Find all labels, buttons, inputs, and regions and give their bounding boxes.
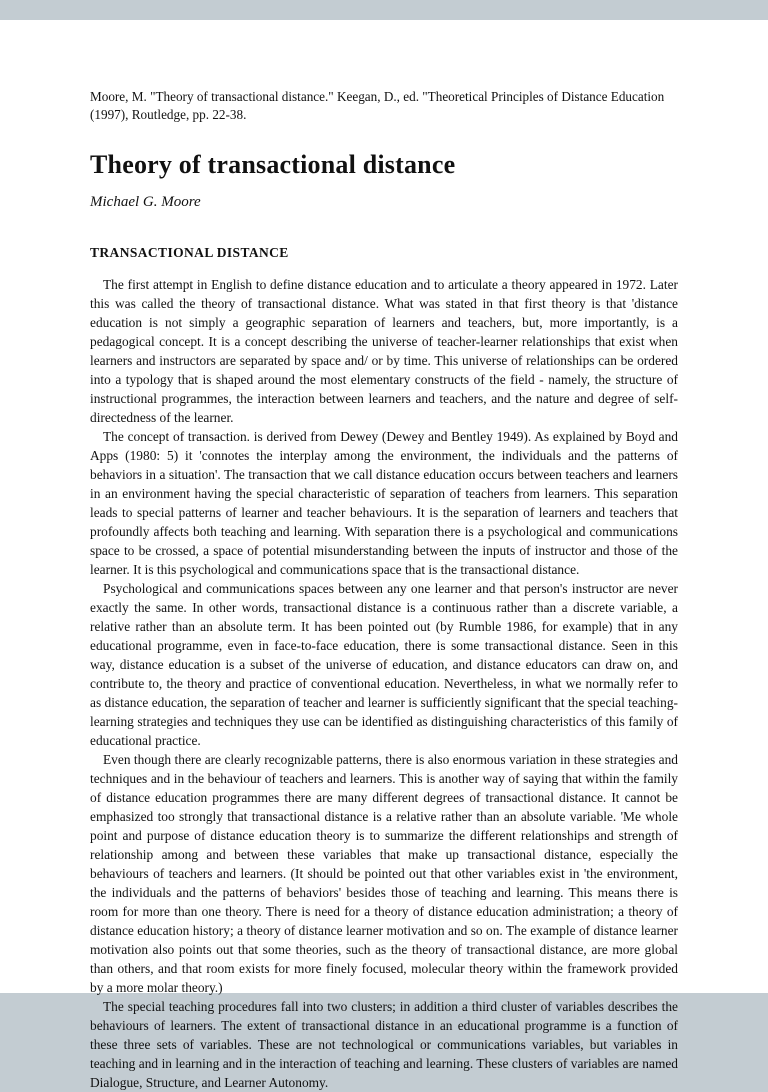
document-page (0, 20, 768, 1090)
citation-text: Moore, M. "Theory of transactional distance." Keegan, D., ed. "Theoretical Principles of Distance Education (1997), Routledge, pp. 22-38. (90, 89, 665, 122)
paragraph-5: The special teaching procedures fall into two clusters; in addition a third cluster of variables describes the behaviours of learners. The extent of transactional distance in an educational programme is a function of these three sets of variables. These are not technological or communications variables, but variables in teaching and in learning and in the interaction of teaching and learning. These clusters of variables are named Dialogue, Structure, and Learner Autonomy. (90, 999, 678, 1090)
section-heading: TRANSACTIONAL DISTANCE (90, 245, 289, 260)
author-name: Michael G. Moore (90, 194, 201, 210)
paragraph-3: Psychological and communications spaces between any one learner and that person's instructor are never exactly the same. In other words, transactional distance is a continuous rather than a discrete variable, a relative rather than an absolute term. It has been pointed out (by Rumble 1986, for example) that in any educational programme, even in face-to-face education, there is some transactional distance. Seen in this way, distance education is a subset of the universe of education, and distance educators can draw on, and contribute to, the theory and practice of conventional education. Nevertheless, in what we normally refer to as distance education, the separation of teacher and learner is sufficiently significant that the special teaching-learning strategies and techniques they use can be identified as distinguishing characteristics of this family of educational practice. (90, 581, 678, 748)
body-text (90, 275, 678, 1092)
paragraph-2: The concept of transaction. is derived from Dewey (Dewey and Bentley 1949). As explained by Boyd and Apps (1980: 5) it 'connotes the interplay among the environment, the individuals and the patterns of behaviors in a situation'. The transaction that we call distance education occurs between teachers and learners in an environment having the special characteristic of separation of teachers from learners. This separation leads to special patterns of learner and teacher behaviours. It is the separation of learners and teachers that profoundly affects both teaching and learning. With separation there is a psychological and communications space to be crossed, a space of potential misunderstanding between the inputs of instructor and those of the learner. It is this psychological and communications space that is the transactional distance. (90, 429, 678, 577)
page-title: Theory of transactional distance (90, 150, 456, 179)
paragraph-1: The first attempt in English to define distance education and to articulate a theory appeared in 1972. Later this was called the theory of transactional distance. What was stated in that first theory is that 'distance education is not simply a geographic separation of learners and teachers, but, more importantly, is a pedagogical concept. It is a concept describing the universe of teacher-learner relationships that exist when learners and instructors are separated by space and/ or by time. This universe of relationships can be ordered into a typology that is shaped around the most elementary constructs of the field - namely, the structure of instructional programmes, the interaction between learners and teachers, and the nature and degree of self-directedness of the learner. (90, 277, 678, 425)
paragraph-4: Even though there are clearly recognizable patterns, there is also enormous variation in these strategies and techniques and in the behaviour of teachers and learners. This is another way of saying that within the family of distance education programmes there are many different degrees of transactional distance. It cannot be emphasized too strongly that transactional distance is a relative rather than an absolute variable. 'Me whole point and purpose of distance education theory is to summarize the different relationships and strength of relationship among and between these variables that make up transactional distance, especially the behaviours of teachers and learners. (It should be pointed out that other variables exist in 'the environment, the individuals and the patterns of behaviors' besides those of teaching and learning. This means there is room for more than one theory. There is need for a theory of distance education administration; a theory of distance education history; a theory of distance learner motivation and so on. The example of distance learner motivation also points out that some theories, such as the theory of transactional distance, are more global than others, and that room exists for more finely focused, molecular theory within the framework provided by a more molar theory.) (90, 752, 678, 995)
